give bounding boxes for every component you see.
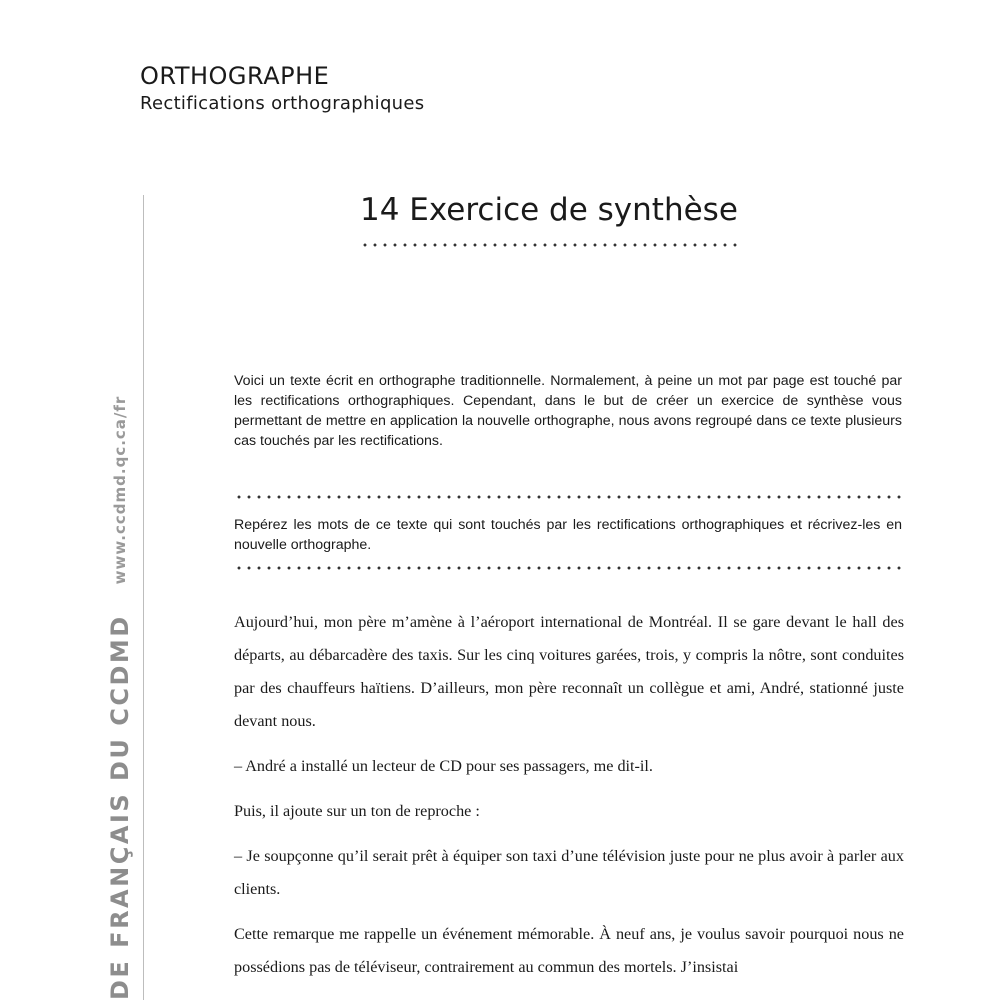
story-paragraph: Aujourd’hui, mon père m’amène à l’aéroport international de Montréal. Il se gare devant le hall des départs, au débarcadère des taxis. Sur les cinq voitures garées, trois, y compris la nôtre, sont conduites par des chauffeurs haïtiens. D’ailleurs, mon père reconnaît un collègue et ami, André, stationné juste devant nous.: [234, 613, 904, 730]
instruction-dotted-rule-bottom: [234, 566, 904, 570]
story-paragraph: Puis, il ajoute sur un ton de reproche :: [234, 802, 480, 820]
title-dotted-underline: [360, 243, 740, 247]
sidebar-url: www.ccdmd.qc.ca/fr: [111, 395, 129, 585]
header-subsection-title: Rectifications orthographiques: [140, 93, 425, 114]
story-paragraph: – Je soupçonne qu’il serait prêt à équiper son taxi d’une télévision juste pour ne plus avoir à parler aux clients.: [234, 847, 904, 898]
instruction-dotted-rule-top: [234, 495, 904, 499]
intro-paragraph: Voici un texte écrit en orthographe traditionnelle. Normalement, à peine un mot par page est touché par les rectifications orthographiques. Cependant, dans le but de créer un exercice de synthèse vous permettant de mettre en application la nouvelle orthographe, nous avons regroupé dans ce texte plusieurs cas touchés par les rectifications.: [234, 373, 902, 449]
header-section-title: ORTHOGRAPHE: [140, 62, 330, 90]
running-header: [140, 60, 424, 116]
story-paragraph: Cette remarque me rappelle un événement mémorable. À neuf ans, je voulus savoir pourquoi nous ne possédions pas de téléviseur, contrairement au commun des mortels. J’insistai: [234, 925, 904, 976]
story-paragraph: – André a installé un lecteur de CD pour ses passagers, me dit-il.: [234, 757, 653, 775]
page-title: 14 Exercice de synthèse: [360, 192, 738, 228]
sidebar-vertical-text: [100, 395, 140, 1000]
margin-rule: [143, 195, 144, 1000]
exercise-text: [234, 606, 904, 996]
instruction-paragraph: Repérez les mots de ce texte qui sont touchés par les rectifications orthographiques et récrivez-les en nouvelle orthographe.: [234, 517, 902, 553]
sidebar-brand: DE FRANÇAIS DU CCDMD: [106, 614, 134, 1000]
